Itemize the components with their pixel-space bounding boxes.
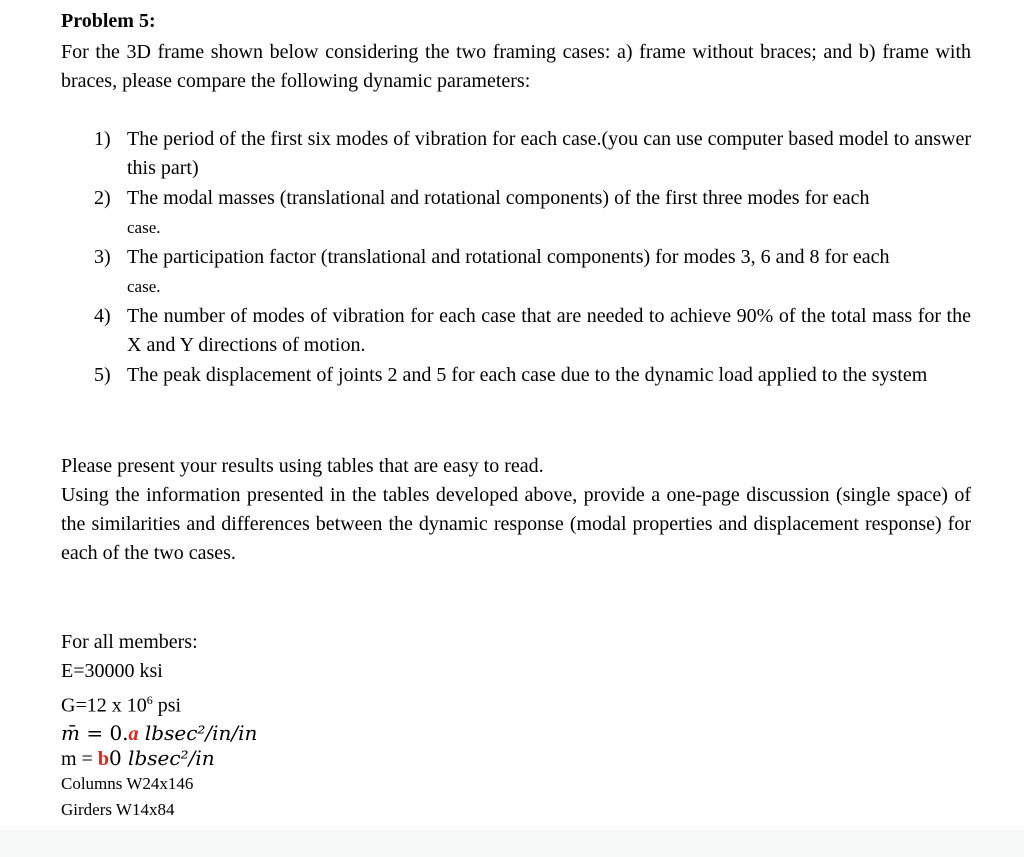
mbar-variable: a	[128, 722, 139, 745]
item-number: 2)	[94, 187, 111, 209]
list-item	[61, 243, 971, 301]
item-text: The peak displacement of joints 2 and 5 for each case due to the dynamic load applied to the system	[127, 364, 928, 386]
intro-paragraph: For the 3D frame shown below considering the two framing cases: a) frame without braces; and b) frame with braces, please compare the following dynamic parameters:	[61, 41, 971, 92]
list-item	[61, 361, 971, 390]
present-line-1: Please present your results using tables that are easy to read.	[61, 455, 544, 477]
shear-modulus-unit: psi	[152, 694, 182, 717]
present-line-2: Using the information presented in the tables developed above, provide a one-page discussion (single space) of the similarities and differences between the dynamic response (modal properties and displacement response) for each of the two cases.	[61, 484, 971, 564]
item-tail: case.	[127, 277, 161, 296]
properties-heading: For all members:	[61, 631, 198, 653]
item-number: 3)	[94, 246, 111, 268]
girders-section: Girders W14x84	[61, 799, 175, 819]
mbar-equals: = 0.	[79, 720, 129, 745]
distributed-mass	[61, 721, 561, 746]
member-properties	[61, 628, 561, 823]
page-bottom-band	[0, 830, 1024, 857]
item-number: 5)	[94, 364, 111, 386]
m-prefix: m =	[61, 747, 98, 770]
item-text: The modal masses (translational and rotational components) of the first three modes for each	[127, 187, 870, 209]
item-text: The participation factor (translational and rotational components) for modes 3, 6 and 8 for each	[127, 246, 890, 268]
columns-section: Columns W24x146	[61, 773, 194, 793]
item-text: The period of the first six modes of vibration for each case.(you can use computer based model to answer this part)	[127, 128, 971, 179]
shear-modulus-exponent: 6	[146, 693, 153, 707]
list-item	[61, 125, 971, 183]
item-number: 4)	[94, 305, 111, 327]
m-digit: 0	[108, 745, 122, 770]
item-tail: case.	[127, 218, 161, 237]
m-unit: lbsec²/in	[121, 745, 215, 770]
m-variable: b	[97, 747, 109, 770]
mbar-symbol: m̄	[61, 720, 80, 745]
question-list	[61, 125, 971, 391]
list-item	[61, 302, 971, 360]
item-text: The number of modes of vibration for each case that are needed to achieve 90% of the total mass for the X and Y directions of motion.	[127, 305, 971, 356]
list-item	[61, 184, 971, 242]
instructions-paragraph	[61, 452, 971, 568]
lumped-mass	[61, 746, 561, 771]
shear-modulus-value: G=12 x 10	[61, 694, 147, 717]
item-number: 1)	[94, 128, 111, 150]
elastic-modulus: E=30000 ksi	[61, 660, 163, 682]
mbar-unit: lbsec²/in/in	[138, 720, 258, 745]
problem-title: Problem 5:	[61, 10, 156, 32]
shear-modulus	[61, 686, 561, 721]
